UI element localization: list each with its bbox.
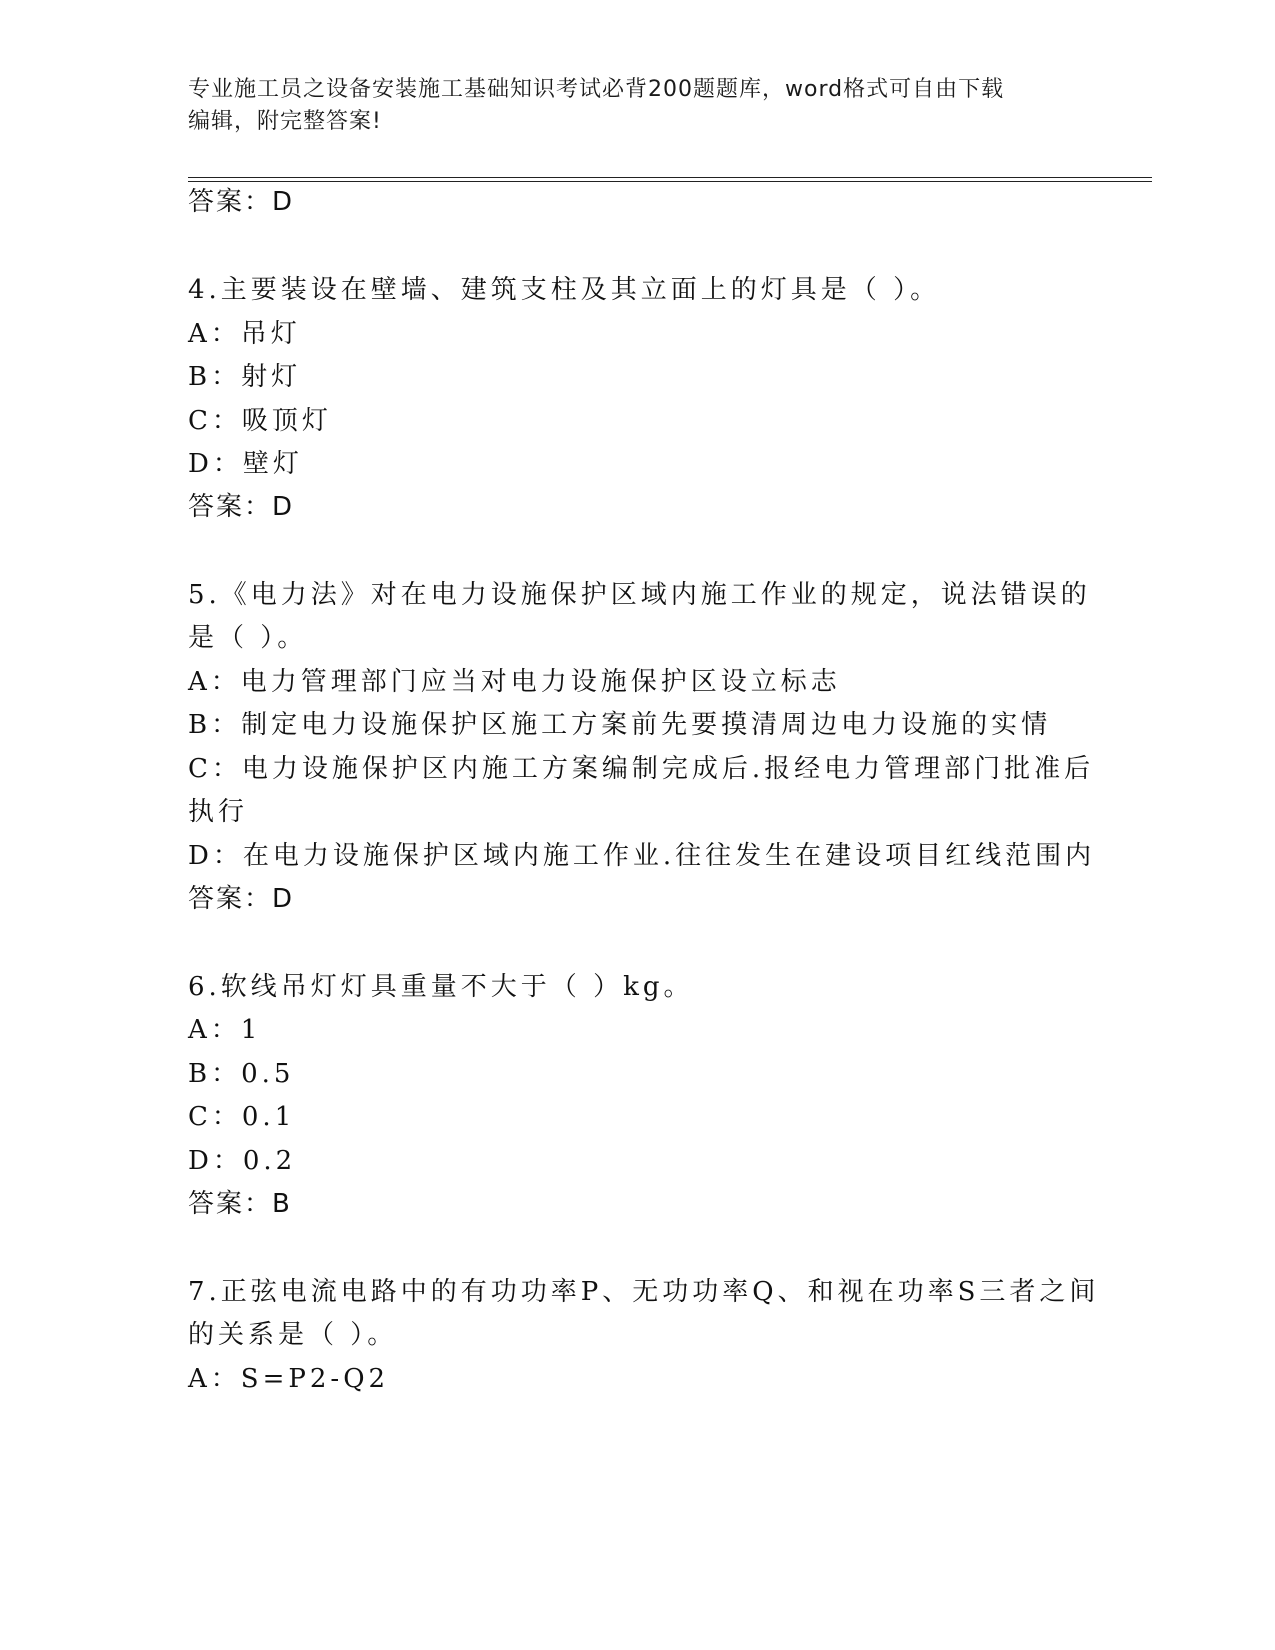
previous-answer: 答案：D [188, 187, 295, 217]
question-6-option-b: B：0.5 [188, 1059, 295, 1089]
header-title-line-2: 编辑，附完整答案! [188, 109, 382, 134]
question-5-option-c-line-2: 执行 [188, 797, 249, 827]
question-5-option-c-line-1: C：电力设施保护区内施工方案编制完成后.报经电力管理部门批准后 [188, 754, 1095, 784]
header-title-line-1: 专业施工员之设备安装施工基础知识考试必背200题题库，word格式可自由下载 [188, 77, 1005, 102]
question-4-option-b: B：射灯 [188, 362, 302, 392]
question-5-option-a: A：电力管理部门应当对电力设施保护区设立标志 [188, 667, 841, 697]
document-header [188, 74, 1088, 138]
question-6-option-d: D：0.2 [188, 1146, 297, 1176]
question-4-option-c: C：吸顶灯 [188, 406, 332, 436]
question-6-option-a: A：1 [188, 1015, 262, 1045]
question-6-answer: 答案：B [188, 1189, 292, 1219]
question-7-text-line-1: 7.正弦电流电路中的有功功率P、无功功率Q、和视在功率S三者之间 [188, 1277, 1100, 1307]
header-divider-top [188, 177, 1152, 178]
question-5-text-line-2: 是（ ）。 [188, 623, 308, 653]
question-4-option-d: D：壁灯 [188, 449, 303, 479]
question-5-answer: 答案：D [188, 884, 295, 914]
question-5-option-d: D：在电力设施保护区域内施工作业.往往发生在建设项目红线范围内 [188, 841, 1096, 871]
question-7-option-a: A：S=P2-Q2 [188, 1364, 390, 1394]
question-4-option-a: A：吊灯 [188, 319, 301, 349]
question-4-text: 4.主要装设在壁墙、建筑支柱及其立面上的灯具是（ ）。 [188, 275, 941, 305]
question-6-option-c: C：0.1 [188, 1102, 296, 1132]
question-5-option-b: B：制定电力设施保护区施工方案前先要摸清周边电力设施的实情 [188, 710, 1052, 740]
header-divider-bottom [188, 181, 1152, 182]
question-6-text: 6.软线吊灯灯具重量不大于（ ）kg。 [188, 972, 694, 1002]
question-5-text-line-1: 5.《电力法》对在电力设施保护区域内施工作业的规定，说法错误的 [188, 580, 1091, 610]
question-4-answer: 答案：D [188, 492, 295, 522]
question-7-text-line-2: 的关系是（ ）。 [188, 1320, 398, 1350]
